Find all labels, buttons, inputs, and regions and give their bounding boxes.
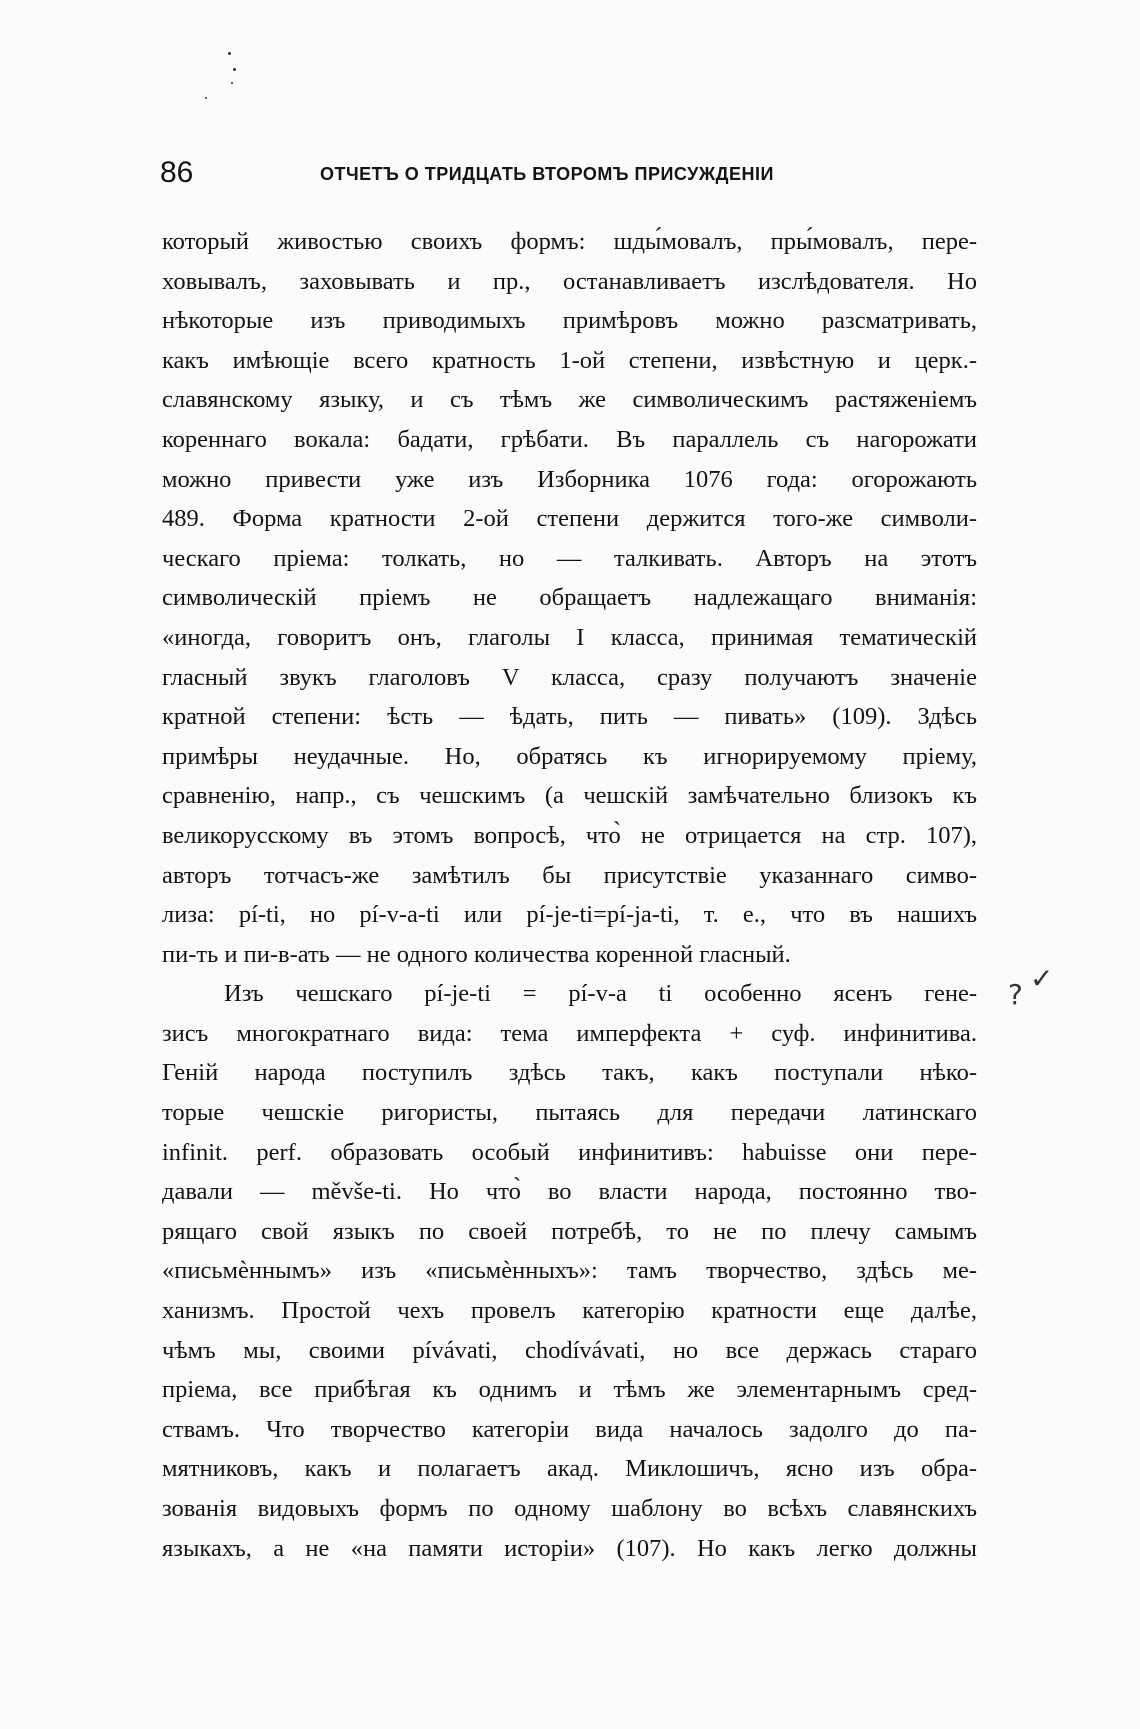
text-line: торые чешскіе ригористы, пытаясь для передачи латинскаго	[162, 1099, 977, 1127]
text-line: давали — měvše-ti. Но что̀ во власти народа, постоянно тво-	[162, 1178, 977, 1206]
text-line: пріема, все прибѣгая къ однимъ и тѣмъ же элементарнымъ сред-	[162, 1376, 977, 1404]
speck	[233, 68, 236, 71]
text-line: ствамъ. Что творчество категоріи вида началось задолго до па-	[162, 1415, 977, 1443]
text-line: авторъ тотчасъ-же замѣтилъ бы присутствіе указаннаго симво-	[162, 861, 977, 889]
text-line: примѣры неудачные. Но, обратясь къ игнорируемому пріему,	[162, 742, 977, 770]
text-line: кореннаго вокала: бадати, грѣбати. Въ параллель съ нагорожати	[162, 425, 977, 453]
page-header	[160, 156, 980, 196]
text-line: ховывалъ, заховывать и пр., останавливаетъ изслѣдователя. Но	[162, 267, 977, 295]
text-line: рящаго свой языкъ по своей потребѣ, то не по плечу самымъ	[162, 1217, 977, 1245]
speck	[205, 97, 207, 99]
text-line: языкахъ, а не «на памяти исторіи» (107). Но какъ легко должны	[162, 1534, 977, 1562]
text-line: ханизмъ. Простой чехъ провелъ категорію кратности еще далѣе,	[162, 1297, 977, 1325]
text-line: Изъ чешскаго pí-je-ti = pí-v-a ti особенно ясенъ гене-	[224, 980, 977, 1008]
page-number: 86	[160, 156, 194, 189]
margin-question-mark: ?	[1008, 978, 1023, 1011]
margin-check-mark: ✓	[1030, 962, 1054, 995]
text-line: «письмѐннымъ» изъ «письмѐнныхъ»: тамъ творчество, здѣсь ме-	[162, 1257, 977, 1285]
running-head: ОТЧЕТЪ О ТРИДЦАТЬ ВТОРОМЪ ПРИСУЖДЕНІИ	[320, 164, 774, 184]
text-line: славянскому языку, и съ тѣмъ же символическимъ растяженіемъ	[162, 386, 977, 414]
text-line: символическій пріемъ не обращаетъ надлежащаго вниманія:	[162, 584, 977, 612]
text-line: зисъ многократнаго вида: тема имперфекта + суф. инфинитива.	[162, 1019, 977, 1047]
text-line: нѣкоторые изъ приводимыхъ примѣровъ можно разсматривать,	[162, 307, 977, 335]
text-line: Геній народа поступилъ здѣсь такъ, какъ поступали нѣко-	[162, 1059, 977, 1087]
text-line: кратной степени: ѣсть — ѣдать, пить — пивать» (109). Здѣсь	[162, 703, 977, 731]
text-line: сравненію, напр., съ чешскимъ (а чешскій замѣчательно близокъ къ	[162, 782, 977, 810]
text-line: который живостью своихъ формъ: шды́мовалъ, пры́мовалъ, пере-	[162, 228, 977, 255]
text-line: чѣмъ мы, своими pívávati, chodívávati, но все держась стараго	[162, 1336, 977, 1364]
text-line: «иногда, говоритъ онъ, глаголы I класса, принимая тематическій	[162, 623, 977, 651]
body-text	[162, 222, 977, 1568]
text-line: какъ имѣющіе всего кратность 1-ой степени, извѣстную и церк.-	[162, 346, 977, 374]
text-line: великорусскому въ этомъ вопросѣ, что̀ не отрицается на стр. 107),	[162, 821, 977, 849]
speck	[231, 82, 233, 84]
text-line: 489. Форма кратности 2-ой степени держится того-же символи-	[162, 505, 977, 533]
text-line: можно привести уже изъ Изборника 1076 года: огорожають	[162, 465, 977, 493]
text-line: зованія видовыхъ формъ по одному шаблону во всѣхъ славянскихъ	[162, 1495, 977, 1522]
text-line: ческаго пріема: толкать, но — талкивать. Авторъ на этотъ	[162, 544, 977, 572]
speck	[228, 52, 231, 55]
text-line: пи-ть и пи-в-ать — не одного количества коренной гласный.	[162, 940, 791, 968]
text-line: лиза: pí-ti, но pí-v-a-ti или pí-je-ti=pí-ja-ti, т. е., что въ нашихъ	[162, 901, 977, 929]
text-line: мятниковъ, какъ и полагаетъ акад. Миклошичъ, ясно изъ обра-	[162, 1455, 977, 1483]
text-line: infinit. perf. образовать особый инфинитивъ: habuisse они пере-	[162, 1138, 977, 1166]
text-line: гласный звукъ глаголовъ V класса, сразу получаютъ значеніе	[162, 663, 977, 691]
